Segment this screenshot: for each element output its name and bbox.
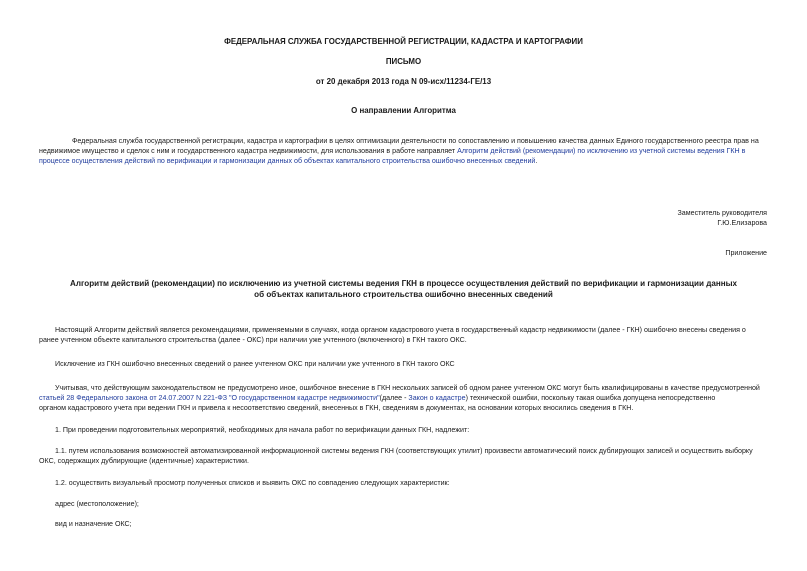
algorithm-link-cont[interactable]: процессе осуществления действий по верификации и гармонизации данных об объектах капитального строительства ошибочно внесенных сведений [39,157,536,165]
para-3-end: ) технической ошибки, поскольку такая ошибка допущена непосредственно [465,394,716,402]
para-6: 1.2. осуществить визуальный просмотр полученных списков и выявить ОКС по совпадению следующих характеристик: [55,479,450,487]
signer-position: Заместитель руководителя [677,209,767,217]
para-7: адрес (местоположение); [55,500,139,508]
algorithm-link[interactable]: Алгоритм действий (рекомендации) по исключению из учетной системы ведения ГКН в [457,147,746,155]
intro-line-2 [39,146,745,156]
doc-type: ПИСЬМО [385,57,422,66]
algorithm-title-line-1: Алгоритм действий (рекомендации) по исключению из учетной системы ведения ГКН в процессе осуществления действий по верификации и гармонизации данных [70,279,737,288]
para-5-line-2: ОКС, содержащих дублирующие (идентичные) характеристики. [39,457,249,465]
doc-date-number: от 20 декабря 2013 года N 09-исх/11234-ГЕ/13 [315,77,492,86]
algorithm-title-line-2: об объектах капитального строительства ошибочно внесенных сведений [254,290,553,299]
article-28-link[interactable]: статьей 28 Федерального закона от 24.07.2007 N 221-ФЗ "О государственном кадастре недвижимости" [39,394,380,402]
para-3-mid: (далее - [379,394,409,402]
doc-subject: О направлении Алгоритма [351,106,456,115]
cadastre-law-link[interactable]: Закон о кадастре [408,394,466,402]
para-3-line-3: органом кадастрового учета при ведении ГКН и привела к несоответствию сведений, внесенных в ГКН, сведениям в документах, на основании которых вносились сведения в ГКН. [39,404,634,412]
para-5-line-1: 1.1. путем использования возможностей автоматизированной информационной системы ведения ГКН (соответствующих утилит) произвести автоматический поиск дублирующих записей и осуществить выборку [55,447,753,455]
intro-line-3 [39,156,537,166]
para-8: вид и назначение ОКС; [55,520,132,528]
para-1-line-1: Настоящий Алгоритм действий является рекомендациями, применяемыми в случаях, когда органом кадастрового учета в государственный кадастр недвижимости (далее - ГКН) ошибочно внесены сведения о [55,326,746,334]
signer-name: Г.Ю.Елизарова [717,219,767,227]
agency-name: ФЕДЕРАЛЬНАЯ СЛУЖБА ГОСУДАРСТВЕННОЙ РЕГИСТРАЦИИ, КАДАСТРА И КАРТОГРАФИИ [224,37,583,46]
para-1-line-2: ранее учтенном объекте капитального строительства (далее - ОКС) при наличии уже учтенного (включенного) в ГКН такого ОКС. [39,336,467,344]
intro-line-3-end: . [535,157,538,165]
appendix-label: Приложение [725,249,767,257]
para-4: 1. При проведении подготовительных мероприятий, необходимых для начала работ по верификации данных ГКН, надлежит: [55,426,470,434]
para-3-line-2 [39,393,715,403]
intro-line-2-text: недвижимое имущество и сделок с ним и государственного кадастра недвижимости, для использования в работе направляет [39,147,458,155]
para-2: Исключение из ГКН ошибочно внесенных сведений о ранее учтенном ОКС при наличии уже учтенного в ГКН такого ОКС [55,360,455,368]
intro-line-1: Федеральная служба государственной регистрации, кадастра и картографии в целях оптимизации деятельности по сопоставлению и повышению качества данных Единого государственного реестра прав на [72,137,759,145]
para-3-line-1: Учитывая, что действующим законодательством не предусмотрено иное, ошибочное внесение в ГКН нескольких записей об одном ранее учтенном ОКС могут быть квалифицированы в качестве предусмотренной [55,384,760,392]
